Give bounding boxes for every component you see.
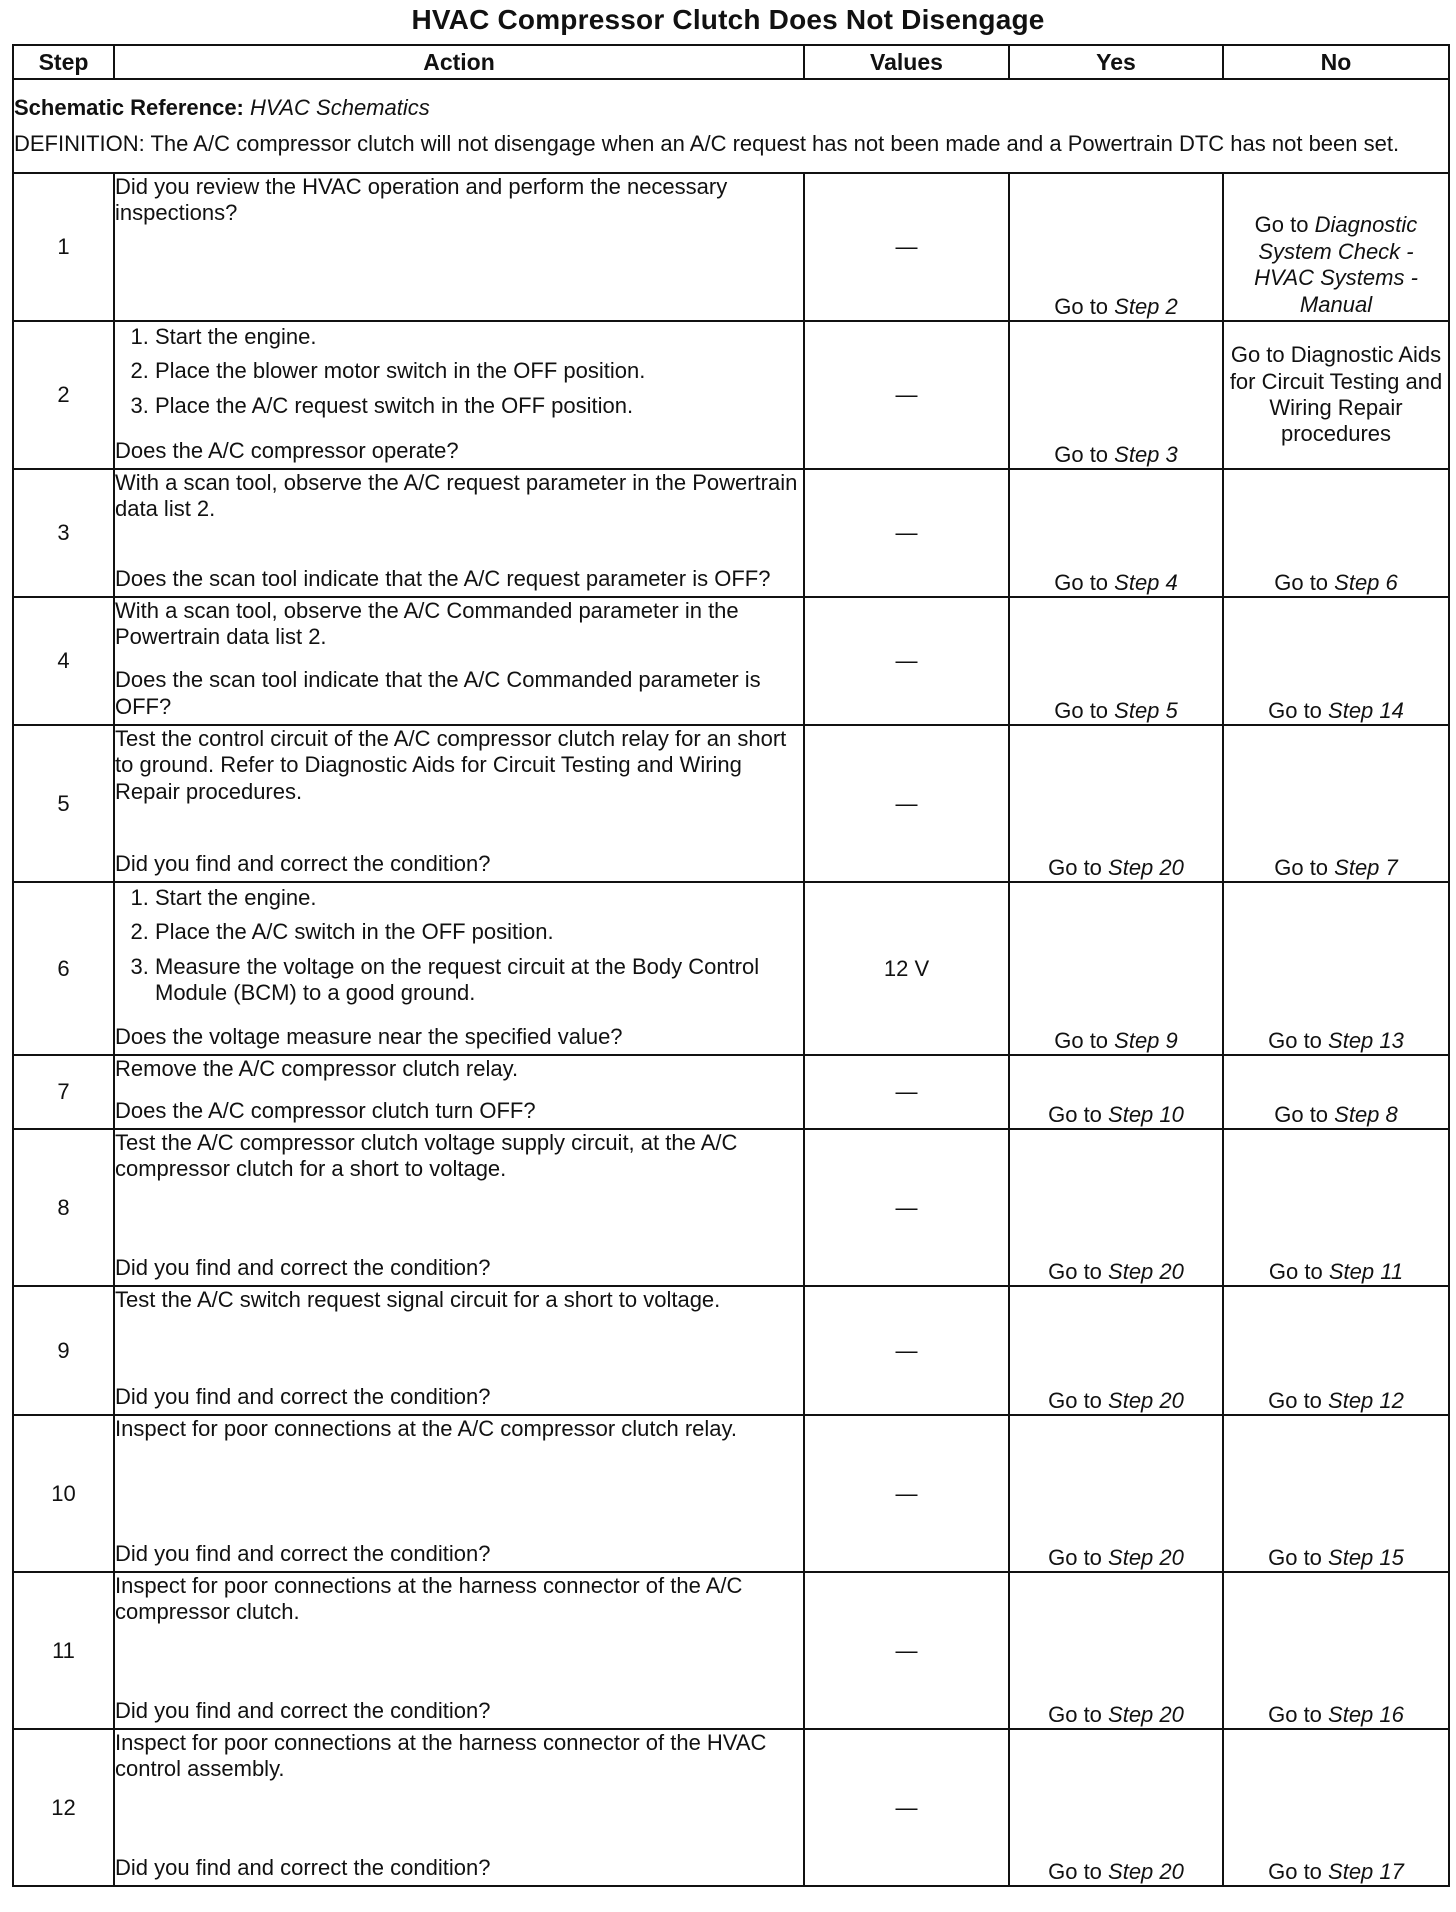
column-header-step: Step [13,45,114,79]
go-to-prefix: Go to [1274,1101,1335,1127]
action-cell [114,725,804,882]
no-step-link[interactable]: Step 13 [1328,1027,1404,1053]
go-to-prefix: Go to [1268,697,1329,723]
no-step-link[interactable]: Step 17 [1328,1858,1404,1884]
step-number: 11 [13,1572,114,1729]
action-cell [114,1129,804,1286]
action-cell [114,1572,804,1729]
action-text: Test the A/C switch request signal circuit for a short to voltage. [115,1287,721,1312]
action-question: Does the voltage measure near the specified value? [115,1023,623,1049]
value-cell: — [804,597,1009,725]
no-step-link[interactable]: Step 15 [1328,1544,1404,1570]
action-text: Remove the A/C compressor clutch relay. [115,1056,519,1081]
value-cell: — [804,1055,1009,1129]
yes-step-link[interactable]: Step 5 [1114,697,1178,723]
yes-step-link[interactable]: Step 4 [1114,569,1178,595]
action-step-item: 1. Start the engine. [155,885,803,911]
go-to-prefix: Go to [1048,1258,1109,1284]
no-step-link[interactable]: Diagnostic System Check - HVAC Systems - Manual [1254,212,1418,317]
action-question: Did you find and correct the condition? [115,1854,491,1880]
action-question: Does the scan tool indicate that the A/C request parameter is OFF? [115,565,771,591]
yes-cell [1009,321,1223,469]
column-header-yes: Yes [1009,45,1223,79]
table-row [13,1729,1449,1886]
yes-step-link[interactable]: Step 2 [1114,293,1178,319]
schematic-definition-cell [13,79,1449,173]
column-header-values: Values [804,45,1009,79]
step-number: 5 [13,725,114,882]
yes-cell [1009,1129,1223,1286]
table-row [13,321,1449,469]
schematic-definition-row [13,79,1449,173]
action-question: Did you find and correct the condition? [115,1540,491,1566]
value-cell: — [804,1572,1009,1729]
no-step-link[interactable]: Step 16 [1328,1701,1404,1727]
no-cell [1223,1286,1449,1415]
no-cell [1223,1729,1449,1886]
no-cell [1223,1415,1449,1572]
step-number: 3 [13,469,114,597]
no-cell [1223,1572,1449,1729]
go-to-prefix: Go to [1054,1027,1115,1053]
go-to-prefix: Go to [1268,1258,1329,1284]
yes-cell [1009,1286,1223,1415]
action-step-item: 2. Place the blower motor switch in the OFF position. [155,358,803,384]
definition-text: DEFINITION: The A/C compressor clutch will not disengage when an A/C request has not been made and a Powertrain DTC has not been set. [14,131,1400,156]
action-text: With a scan tool, observe the A/C Commanded parameter in the Powertrain data list 2. [115,598,739,650]
value-cell: — [804,725,1009,882]
action-cell [114,597,804,725]
table-row [13,882,1449,1055]
go-to-prefix: Go to [1054,697,1115,723]
go-to-prefix: Go to [1268,1544,1329,1570]
yes-cell [1009,1415,1223,1572]
no-cell [1223,173,1449,321]
yes-cell [1009,882,1223,1055]
yes-step-link[interactable]: Step 20 [1108,1701,1184,1727]
no-cell [1223,321,1449,469]
value-cell: — [804,1729,1009,1886]
action-question: Did you find and correct the condition? [115,1383,491,1409]
action-cell [114,173,804,321]
go-to-prefix: Go to [1054,441,1115,467]
value-cell: — [804,321,1009,469]
go-to-prefix: Go to [1254,212,1315,238]
go-to-prefix: Go to [1274,569,1335,595]
no-step-link[interactable]: Step 14 [1328,697,1404,723]
go-to-prefix: Go to [1274,854,1335,880]
action-cell [114,1055,804,1129]
no-cell [1223,469,1449,597]
go-to-prefix: Go to [1054,569,1115,595]
action-question: Did you find and correct the condition? [115,850,491,876]
table-row [13,173,1449,321]
table-row [13,1572,1449,1729]
column-header-no: No [1223,45,1449,79]
no-cell [1223,725,1449,882]
action-text: With a scan tool, observe the A/C request parameter in the Powertrain data list 2. [115,470,798,522]
schematic-reference-link[interactable]: HVAC Schematics [250,95,430,121]
step-number: 7 [13,1055,114,1129]
go-to-prefix: Go to [1048,1101,1109,1127]
action-text: Inspect for poor connections at the harness connector of the HVAC control assembly. [115,1730,767,1782]
value-cell: — [804,469,1009,597]
no-step-link[interactable]: Step 11 [1328,1258,1404,1284]
go-to-prefix: Go to [1048,1701,1109,1727]
action-step-item: 3. Measure the voltage on the request circuit at the Body Control Module (BCM) to a good ground. [155,954,803,1007]
action-cell [114,469,804,597]
action-text: Did you review the HVAC operation and perform the necessary inspections? [115,174,728,226]
value-cell: — [804,1129,1009,1286]
step-number: 4 [13,597,114,725]
no-step-link[interactable]: Step 7 [1334,854,1398,880]
step-number: 8 [13,1129,114,1286]
action-text: Inspect for poor connections at the harness connector of the A/C compressor clutch. [115,1573,743,1625]
yes-cell [1009,173,1223,321]
action-cell [114,1729,804,1886]
yes-cell [1009,597,1223,725]
yes-step-link[interactable]: Step 10 [1108,1101,1184,1127]
action-question: Does the A/C compressor clutch turn OFF? [115,1097,536,1123]
yes-cell [1009,469,1223,597]
yes-step-link[interactable]: Step 20 [1108,1387,1184,1413]
go-to-prefix: Go to [1048,854,1109,880]
go-to-prefix: Go to [1268,1027,1329,1053]
step-number: 1 [13,173,114,321]
page-title: HVAC Compressor Clutch Does Not Disengage [411,4,1045,35]
go-to-prefix: Go to [1048,1387,1109,1413]
step-number: 9 [13,1286,114,1415]
table-row [13,1055,1449,1129]
action-step-list [115,324,803,425]
action-question: Does the A/C compressor operate? [115,437,459,463]
schematic-reference [14,95,1448,121]
table-row [13,1415,1449,1572]
table-row [13,469,1449,597]
yes-step-link[interactable]: Step 20 [1108,1544,1184,1570]
yes-cell [1009,1055,1223,1129]
go-to-prefix: Go to [1268,1701,1329,1727]
go-to-prefix: Go to [1054,293,1115,319]
no-cell [1223,1129,1449,1286]
table-header-row [13,45,1449,79]
action-step-item: 3. Place the A/C request switch in the OFF position. [155,393,803,419]
step-number: 12 [13,1729,114,1886]
yes-step-link[interactable]: Step 9 [1114,1027,1178,1053]
action-text: Test the control circuit of the A/C compressor clutch relay for an short to ground. Refer to Diagnostic Aids for Circuit Testing and Wiring Repair procedures. [115,726,787,804]
action-question: Did you find and correct the condition? [115,1697,491,1723]
go-to-prefix: Go to [1048,1544,1109,1570]
action-step-item: 1. Start the engine. [155,324,803,350]
column-header-action: Action [114,45,804,79]
yes-cell [1009,1729,1223,1886]
no-cell [1223,882,1449,1055]
go-to-prefix: Go to [1048,1858,1109,1884]
go-to-prefix: Go to [1268,1387,1329,1413]
action-text: Test the A/C compressor clutch voltage supply circuit, at the A/C compressor clutch for a short to voltage. [115,1130,738,1182]
yes-cell [1009,1572,1223,1729]
yes-step-link[interactable]: Step 20 [1108,1258,1184,1284]
action-text: Inspect for poor connections at the A/C compressor clutch relay. [115,1416,738,1441]
action-cell [114,1286,804,1415]
yes-step-link[interactable]: Step 3 [1114,441,1178,467]
yes-cell [1009,725,1223,882]
table-row [13,725,1449,882]
value-cell: — [804,1415,1009,1572]
action-step-item: 2. Place the A/C switch in the OFF position. [155,919,803,945]
action-cell [114,882,804,1055]
table-row [13,1129,1449,1286]
go-to-prefix: Go to [1268,1858,1329,1884]
step-number: 6 [13,882,114,1055]
no-step-link[interactable]: Step 6 [1334,569,1398,595]
value-cell: 12 V [804,882,1009,1055]
yes-step-link[interactable]: Step 20 [1108,854,1184,880]
table-row [13,597,1449,725]
no-step-link[interactable]: Step 8 [1334,1101,1398,1127]
no-step-link[interactable]: Step 12 [1328,1387,1404,1413]
step-number: 10 [13,1415,114,1572]
no-cell [1223,597,1449,725]
step-number: 2 [13,321,114,469]
value-cell: — [804,1286,1009,1415]
action-step-list [115,885,803,1013]
action-cell [114,1415,804,1572]
diagnostic-table [12,44,1450,1887]
action-cell [114,321,804,469]
no-link-text[interactable]: Go to Diagnostic Aids for Circuit Testing and Wiring Repair procedures [1229,342,1443,447]
schematic-reference-label: Schematic Reference: [14,95,244,121]
value-cell: — [804,173,1009,321]
yes-step-link[interactable]: Step 20 [1108,1858,1184,1884]
table-row [13,1286,1449,1415]
no-cell [1223,1055,1449,1129]
action-question: Does the scan tool indicate that the A/C Commanded parameter is OFF? [115,667,761,719]
action-question: Did you find and correct the condition? [115,1254,491,1280]
